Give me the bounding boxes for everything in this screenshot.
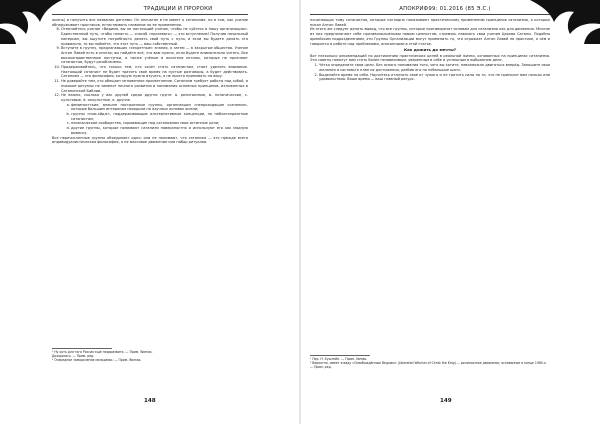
right-page-text [310, 18, 550, 82]
footnote: ² Вероятно, имеет в виду «Освобождённые Ведьмы» (Liberated Witches of Christ the King) — религиозное движение, основанное в конце 1960-х. — Прим. ред. [310, 361, 547, 370]
list-item: 2. Выделяйте время на себя. Научитесь отличать своё от чужого и не тратить силы на то, что не приносит вам пользы или удовольствия. Ваше время — ваш главный ресурс. [319, 73, 550, 82]
footnote-rule [52, 348, 112, 349]
footnote: ¹ Пер. Н. Хуштейн. — Прим. Vamas. [310, 357, 368, 361]
list-item: 8. Отмечайтесь учение «Видимо, вы не настоящий ученик, чтобы не суйтесь в нашу организацию». Единственный путь, чтобы попасть — способ «прозевать» — это вступление! Получив начальный материал, вы ощутите потребность делать свой путь с нуля, и если вы будете делать это правильно, то вы поймёте, что этот путь — ваш собственный. [61, 27, 248, 46]
footnote: Дождались. — Прим. ред. [52, 354, 95, 359]
paragraph: Все перечисленные группы объединяет одно: они не понимают, что сатанизм — это прежде всего индивидуалистическая философия, а не массовое движение или набор ритуалов. [52, 135, 248, 145]
list-item [61, 93, 248, 135]
paragraph: почитающих тому сатанистов, которые наглядно показывают практическому применению принципов сатанизма, о которых писал Антон Лавей. [310, 18, 550, 27]
footnote: ² Очередное заморочение молодёжи. — Прим. Wamas. [52, 358, 142, 363]
list-item-text: Не важно, сколько у вас друзей среди других групп: а. религиозные, b. политические, c. культовые, d. оккультные, e. другие. [61, 93, 248, 102]
page-number: 149 [440, 398, 452, 404]
sub-list-item: a. феминистские, внешне настроенные группы, организации «непроходящие сознания», которые большим интересом находили на научных основах жизни; [71, 103, 248, 112]
paragraph: Вот несколько рекомендаций по достижению практических целей в реальной жизни, основанных на принципах сатанизма. Эти советы помогут вам стать более независимым, уверенным в себе и успешным в выбранном деле. [310, 53, 550, 63]
numbered-list [52, 27, 248, 135]
numbered-list [310, 63, 550, 82]
sub-list [61, 103, 248, 136]
page-number: 148 [144, 398, 156, 404]
header-rule [52, 14, 248, 15]
paragraph: Из этого же следует делать вывод, что все группы, которые противоречат основам для сатанизма как для движения. Многие из них предполагают себе противоположными новым ценностям, стремясь навязать свои учения Церкви Сатаны. Подобно армейским подразделениям, эти Группы Организации могут применить то, что отражает Антон Лавей на практике, о чём и говорится в работе над проблемами, описанными в этой статье. [310, 27, 550, 46]
list-item: 1. Чётко определите свои цели. Без ясного понимания того, чего вы хотите, невозможно двигаться вперёд. Запишите свои желания и составьте план их достижения, разбив его на небольшие шаги. [319, 63, 550, 72]
footnote: ¹ Ну хоть для того Россия ещё недоразвита. — Прим. Wamas. [52, 350, 153, 354]
sub-list-item: b. группы «нью-эйдж», поддерживающие альтернативные концепции, но неблагоприятные сатанистам; [71, 112, 248, 121]
footnote-rule [310, 355, 370, 356]
running-head: ТРАДИЦИИ И ПРОРОКИ [143, 6, 213, 12]
footnotes [310, 357, 550, 370]
header-rule [310, 14, 550, 15]
page-gutter [299, 0, 301, 424]
running-head: АПОКРИФ99: 01.2016 (85 Э.С.) [399, 6, 491, 12]
list-item: 9. Вступите в группу, предлагающих «секретные» знания, а затем — в закрытые общества. Учение Антон Лавей есть в книгах; вы найдёте всё, что вам нужно, если будете внимательно читать. Все высоконравственные поступки, а также учёные и искатели истины, которые не признают сатанистов, будут разоблачены. [61, 46, 248, 65]
footnotes [52, 350, 248, 363]
sub-list-item: d. другие группы, которые понимают сатанизм поверхностно и используют его как модную вывеску. [71, 126, 248, 135]
list-item: 10. Придерживайтесь, что только тем, кто хочет стать сатанистом, стоит уделять внимание. Настоящий сатанист не будет тратить своё время на пустые разговоры, а будет действовать. Сатанизм — это философия, которую нужно изучать, а не просто принимать на веру. [61, 65, 248, 79]
list-item: 11. Не доверяйте тем, кто обещает мгновенное просветление. Сатанизм требует работы над собой, и никакие ритуалы не заменят личного развития и понимания основных принципов, изложенных в Сатанинской Библии. [61, 79, 248, 93]
section-heading: Как дожить до мечты? [404, 46, 456, 52]
sub-list-item: c. неоязыческие сообщества, скрывающие под сатанизмом свои истинные цели; [71, 121, 248, 126]
paragraph: жизнь) и получить все названия денгами. Он опечатан в не имеет о сатанизме, но в том, как усилие обнаруживает простаков, естествивать название по ее применения. [52, 18, 248, 27]
left-page-text [52, 18, 248, 145]
